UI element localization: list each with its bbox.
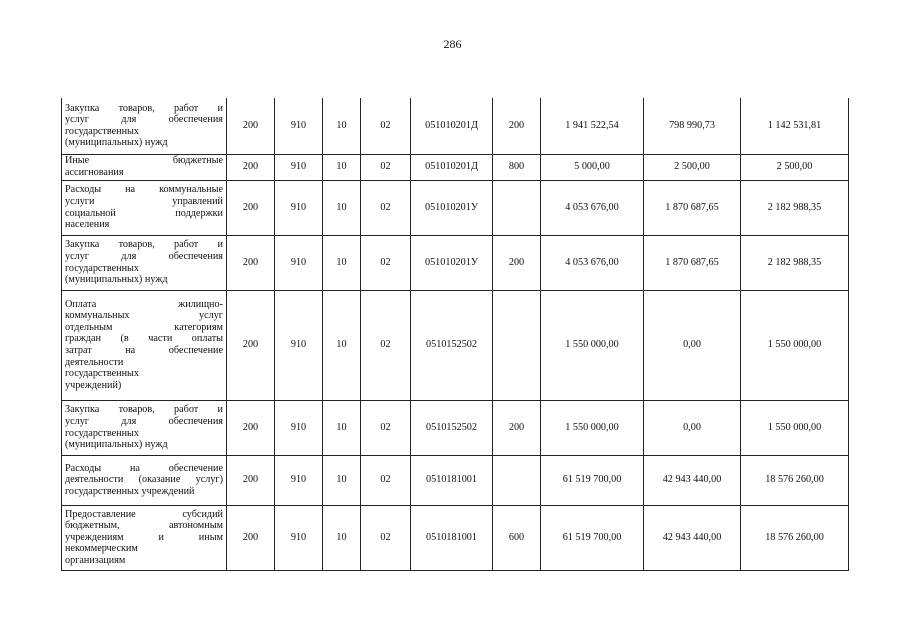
description-cell [62,154,227,180]
description-line: (муниципальных) нужд [65,274,168,286]
amount-2-cell: 42 943 440,00 [644,505,741,570]
subchapter-cell: 02 [361,235,411,290]
description-line: Предоставление субсидий [65,508,223,520]
chapter-cell: 10 [323,180,361,235]
gov-code-cell: 910 [275,180,323,235]
gov-code-cell: 910 [275,235,323,290]
subchapter-cell: 02 [361,98,411,154]
description-line: отдельным категориям [65,321,223,333]
gov-code-cell: 910 [275,154,323,180]
description-line: услуг для обеспечения [65,250,223,262]
chapter-cell: 10 [323,455,361,505]
description-cell [62,505,227,570]
description-line: организациям [65,554,126,566]
amount-1-cell: 5 000,00 [541,154,644,180]
description-line: Расходы на коммунальные [65,184,223,196]
description-line: ассигнования [65,167,124,178]
section-cell: 200 [227,505,275,570]
gov-code-cell: 910 [275,290,323,400]
description-line: Расходы на обеспечение [65,462,223,474]
description-line: деятельности [65,356,124,368]
subchapter-cell: 02 [361,180,411,235]
gov-code-cell: 910 [275,455,323,505]
section-cell: 200 [227,180,275,235]
description-line: государственных [65,427,139,439]
expense-type-cell [493,290,541,400]
expense-type-cell [493,455,541,505]
subchapter-cell: 02 [361,290,411,400]
table-row [62,505,849,570]
amount-3-cell: 1 142 531,81 [741,98,849,154]
description-line: Закупка товаров, работ и [65,404,223,416]
description-line: деятельности (оказание услуг) [65,474,223,486]
amount-1-cell: 1 550 000,00 [541,290,644,400]
section-cell: 200 [227,98,275,154]
description-line: Закупка товаров, работ и [65,239,223,251]
description-cell [62,180,227,235]
target-code-cell: 0510152502 [411,400,493,455]
section-cell: 200 [227,235,275,290]
amount-1-cell: 61 519 700,00 [541,455,644,505]
description-line: услуг для обеспечения [65,415,223,427]
chapter-cell: 10 [323,400,361,455]
amount-2-cell: 0,00 [644,290,741,400]
amount-3-cell: 18 576 260,00 [741,455,849,505]
description-line: бюджетным, автономным [65,520,223,532]
target-code-cell: 0510152502 [411,290,493,400]
subchapter-cell: 02 [361,400,411,455]
description-line: учреждений) [65,379,122,391]
description-line: государственных [65,368,139,380]
description-cell [62,290,227,400]
amount-3-cell: 1 550 000,00 [741,400,849,455]
amount-2-cell: 42 943 440,00 [644,455,741,505]
description-line: Иные бюджетные [65,155,223,167]
target-code-cell: 051010201У [411,180,493,235]
description-line: (муниципальных) нужд [65,137,168,149]
table-row [62,455,849,505]
target-code-cell: 0510181001 [411,455,493,505]
target-code-cell: 051010201Д [411,98,493,154]
table-row [62,180,849,235]
description-cell [62,98,227,154]
expense-type-cell: 800 [493,154,541,180]
description-line: услуг для обеспечения [65,114,223,126]
section-cell: 200 [227,154,275,180]
expense-type-cell: 200 [493,235,541,290]
target-code-cell: 051010201Д [411,154,493,180]
chapter-cell: 10 [323,505,361,570]
description-line: государственных учреждений [65,485,195,497]
amount-1-cell: 4 053 676,00 [541,180,644,235]
description-line: (муниципальных) нужд [65,439,168,451]
amount-3-cell: 2 182 988,35 [741,180,849,235]
description-line: некоммерческим [65,543,138,555]
budget-table [61,98,849,571]
description-line: затрат на обеспечение [65,345,223,356]
description-line: государственных [65,262,139,274]
gov-code-cell: 910 [275,505,323,570]
subchapter-cell: 02 [361,505,411,570]
description-cell [62,235,227,290]
table-row [62,400,849,455]
table-row [62,98,849,154]
table-body [62,98,849,570]
subchapter-cell: 02 [361,154,411,180]
section-cell: 200 [227,400,275,455]
chapter-cell: 10 [323,290,361,400]
description-cell [62,400,227,455]
expense-type-cell: 200 [493,98,541,154]
amount-3-cell: 1 550 000,00 [741,290,849,400]
expense-type-cell: 600 [493,505,541,570]
table-row [62,235,849,290]
subchapter-cell: 02 [361,455,411,505]
description-line: государственных [65,125,139,137]
page-number: 286 [443,37,462,51]
section-cell: 200 [227,455,275,505]
target-code-cell: 051010201У [411,235,493,290]
description-line: Закупка товаров, работ и [65,102,223,114]
chapter-cell: 10 [323,154,361,180]
table-row [62,290,849,400]
description-line: учреждениям и иным [65,531,223,543]
amount-2-cell: 798 990,73 [644,98,741,154]
amount-1-cell: 4 053 676,00 [541,235,644,290]
description-line: услуги управлений [65,195,223,207]
amount-1-cell: 1 941 522,54 [541,98,644,154]
amount-1-cell: 1 550 000,00 [541,400,644,455]
table-row [62,154,849,180]
amount-3-cell: 2 500,00 [741,154,849,180]
amount-2-cell: 1 870 687,65 [644,235,741,290]
amount-3-cell: 2 182 988,35 [741,235,849,290]
chapter-cell: 10 [323,235,361,290]
target-code-cell: 0510181001 [411,505,493,570]
amount-2-cell: 0,00 [644,400,741,455]
section-cell: 200 [227,290,275,400]
amount-3-cell: 18 576 260,00 [741,505,849,570]
description-line: коммунальных услуг [65,310,223,322]
chapter-cell: 10 [323,98,361,154]
description-line: Оплата жилищно- [65,298,223,310]
description-line: граждан (в части оплаты [65,333,223,345]
amount-1-cell: 61 519 700,00 [541,505,644,570]
gov-code-cell: 910 [275,400,323,455]
expense-type-cell: 200 [493,400,541,455]
description-cell [62,455,227,505]
amount-2-cell: 1 870 687,65 [644,180,741,235]
description-line: социальной поддержки [65,207,223,219]
amount-2-cell: 2 500,00 [644,154,741,180]
description-line: населения [65,219,110,231]
expense-type-cell [493,180,541,235]
gov-code-cell: 910 [275,98,323,154]
